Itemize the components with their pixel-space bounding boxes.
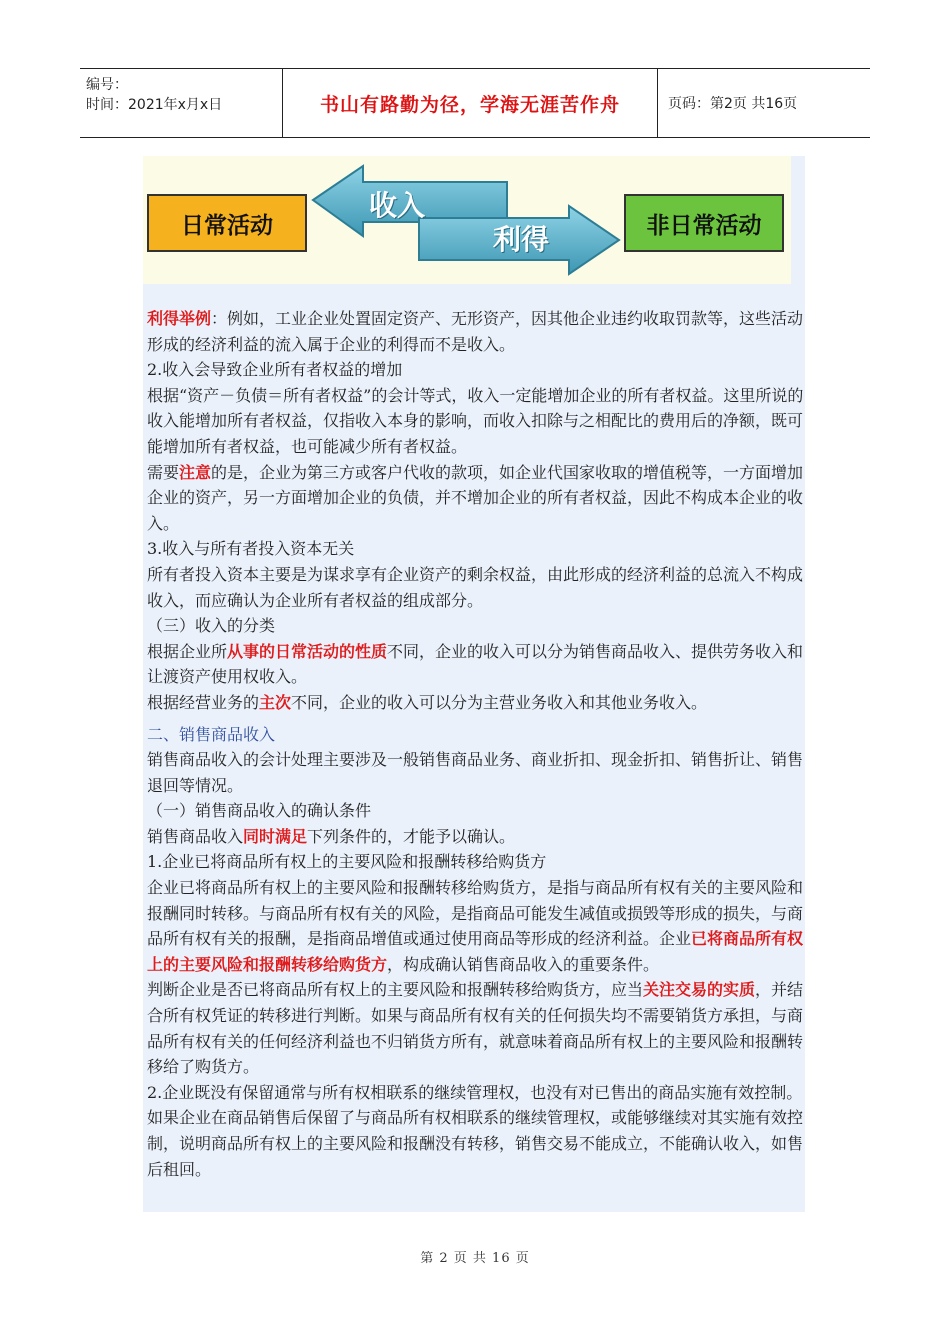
income-gain-diagram xyxy=(143,156,791,284)
substance-prefix: 判断企业是否已将商品所有权上的主要风险和报酬转移给购货方，应当 xyxy=(147,980,644,1000)
paragraph-equity-increase: 根据“资产－负债＝所有者权益”的会计等式，收入一定能增加企业的所有者权益。这里所说的收入能增加所有者权益，仅指收入本身的影响，而收入扣除与之相配比的费用后的净额，既可能增加所有者权益，也可能减少所有者权益。 xyxy=(147,385,804,456)
primary-highlight: 主次 xyxy=(259,692,292,712)
page-header xyxy=(80,68,870,138)
note-highlight: 注意 xyxy=(179,462,212,482)
paragraph-control: 如果企业在商品销售后保留了与商品所有权相联系的继续管理权，或能够继续对其实施有效控制，说明商品所有权上的主要风险和报酬没有转移，销售交易不能成立，不能确认收入，如售后租回。 xyxy=(147,1108,804,1179)
paragraph-classification-primary xyxy=(147,690,811,716)
gain-arrow-label: 利得 xyxy=(493,223,550,256)
paragraph-substance xyxy=(147,977,811,1079)
paragraph-sales-overview: 销售商品收入的会计处理主要涉及一般销售商品业务、商业折扣、现金折扣、销售折让、销售退回等情况。 xyxy=(147,750,804,795)
gain-example-label: 利得举例 xyxy=(147,309,212,328)
number-label: 编号： xyxy=(86,77,128,93)
conditions-prefix: 销售商品收入 xyxy=(147,826,244,846)
risk-transfer-suffix: ，构成确认销售商品收入的重要条件。 xyxy=(387,954,660,974)
classification-prefix: 根据企业所 xyxy=(147,641,228,661)
non-daily-activity-box: 非日常活动 xyxy=(624,194,784,252)
paragraph-note xyxy=(147,460,811,537)
risk-transfer-text: 企业已将商品所有权上的主要风险和报酬转移给购货方，是指与商品所有权有关的主要风险和报酬同时转移。与商品所有权有关的风险，是指商品可能发生减值或损毁等形成的损失，与商品所有权有关的报酬，是指商品增值或通过使用商品等形成的经济利益。企业 xyxy=(147,878,804,949)
item-2-heading: 2.收入会导致企业所有者权益的增加 xyxy=(147,360,403,380)
paragraph-capital: 所有者投入资本主要是为谋求享有企业资产的剩余权益，由此形成的经济利益的总流入不构成收入，而应确认为企业所有者权益的组成部分。 xyxy=(147,564,804,610)
primary-prefix: 根据经营业务的 xyxy=(147,692,260,712)
time-label: 时间：2021年x月x日 xyxy=(86,97,223,113)
paragraph-classification-nature xyxy=(147,639,811,690)
classification-highlight: 从事的日常活动的性质 xyxy=(227,641,388,661)
condition-1-heading: 1.企业已将商品所有权上的主要风险和报酬转移给购货方 xyxy=(147,852,547,872)
daily-activity-box: 日常活动 xyxy=(147,194,307,252)
header-meta xyxy=(80,69,282,137)
header-motto: 书山有路勤为径，学海无涯苦作舟 xyxy=(282,69,658,137)
conditions-highlight: 同时满足 xyxy=(243,826,308,846)
body-text xyxy=(147,306,811,1182)
substance-highlight: 关注交易的实质 xyxy=(643,980,756,1000)
item-3-heading: 3.收入与所有者投入资本无关 xyxy=(147,539,355,559)
section-2-heading: 二、销售商品收入 xyxy=(147,724,276,744)
double-arrow-graphic xyxy=(307,160,625,280)
primary-text: 不同，企业的收入可以分为主营业务收入和其他业务收入。 xyxy=(291,692,708,712)
substance-text: ，并结合所有权凭证的转移进行判断。如果与商品所有权有关的任何损失均不需要销货方承担，与商品所有权有关的任何经济利益也不归销货方所有，就意味着商品所有权上的主要风险和报酬转移给了购货方。 xyxy=(147,980,804,1077)
subsection-1-heading: （一）销售商品收入的确认条件 xyxy=(147,801,372,821)
header-page-number: 页码：第2页 共16页 xyxy=(668,96,798,112)
page-footer: 第 2 页 共 16 页 xyxy=(420,1251,530,1266)
classification-text: 不同，企业的收入可以分为销售商品收入、提供劳务收入和让渡资产使用权收入。 xyxy=(147,641,804,687)
risk-transfer-highlight: 已将商品所有权上的主要风险和报酬转移给购货方 xyxy=(147,929,804,974)
note-text: 的是，企业为第三方或客户代收的款项，如企业代国家收取的增值税等，一方面增加企业的资产，另一方面增加企业的负债，并不增加企业的所有者权益，因此不构成本企业的收入。 xyxy=(147,462,804,533)
note-prefix: 需要 xyxy=(147,462,180,482)
section-3-heading: （三）收入的分类 xyxy=(147,616,276,636)
gain-example-text: ：例如，工业企业处置固定资产、无形资产，因其他企业违约收取罚款等，这些活动形成的经济利益的流入属于企业的利得而不是收入。 xyxy=(147,309,804,354)
conditions-text: 下列条件的，才能予以确认。 xyxy=(307,826,516,846)
paragraph-risk-transfer xyxy=(147,875,811,977)
condition-2-heading: 2.企业既没有保留通常与所有权相联系的继续管理权，也没有对已售出的商品实施有效控制。 xyxy=(147,1082,803,1102)
paragraph-gain-example xyxy=(147,306,811,357)
income-arrow-label: 收入 xyxy=(369,189,426,222)
paragraph-conditions xyxy=(147,824,811,850)
